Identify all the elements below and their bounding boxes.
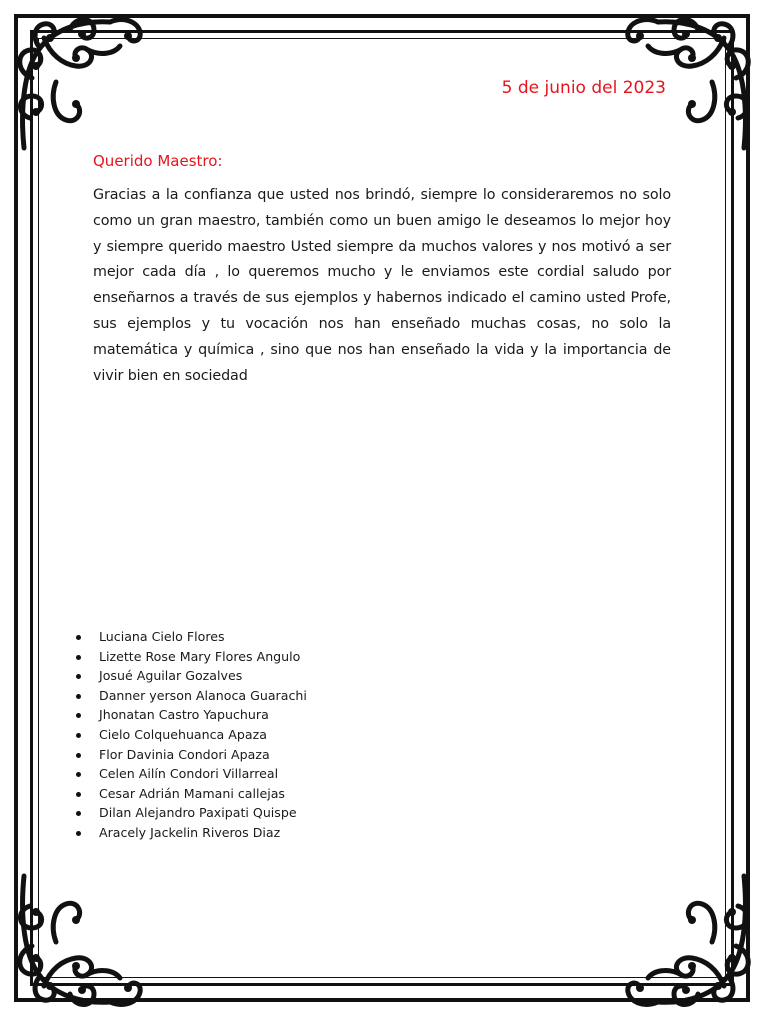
list-item: Danner yerson Alanoca Guarachi — [70, 686, 307, 706]
ornamental-scroll-corner-icon — [10, 866, 160, 1016]
ornamental-scroll-corner-icon — [608, 866, 758, 1016]
list-item: Flor Davinia Condori Apaza — [70, 745, 307, 765]
list-item: Aracely Jackelin Riveros Diaz — [70, 823, 307, 843]
list-item: Lizette Rose Mary Flores Angulo — [70, 647, 307, 667]
letter-date: 5 de junio del 2023 — [501, 78, 666, 98]
list-item: Jhonatan Castro Yapuchura — [70, 705, 307, 725]
letter-salutation: Querido Maestro: — [93, 152, 223, 170]
signers-list — [70, 627, 307, 843]
list-item: Josué Aguilar Gozalves — [70, 666, 307, 686]
list-item: Celen Ailín Condori Villarreal — [70, 764, 307, 784]
list-item: Dilan Alejandro Paxipati Quispe — [70, 803, 307, 823]
list-item: Luciana Cielo Flores — [70, 627, 307, 647]
list-item: Cielo Colquehuanca Apaza — [70, 725, 307, 745]
ornamental-scroll-corner-icon — [10, 8, 160, 158]
list-item: Cesar Adrián Mamani callejas — [70, 784, 307, 804]
letter-body: Gracias a la confianza que usted nos brindó, siempre lo consideraremos no solo como un gran maestro, también como un buen amigo le deseamos lo mejor hoy y siempre querido maestro Usted siempre da muchos valores y nos motivó a ser mejor cada día , lo queremos mucho y le enviamos este cordial saludo por enseñarnos a través de sus ejemplos y habernos indicado el camino usted Profe, sus ejemplos y tu vocación nos han enseñado muchas cosas, no solo la matemática y química , sino que nos han enseñado la vida y la importancia de vivir bien en sociedad — [93, 187, 671, 384]
